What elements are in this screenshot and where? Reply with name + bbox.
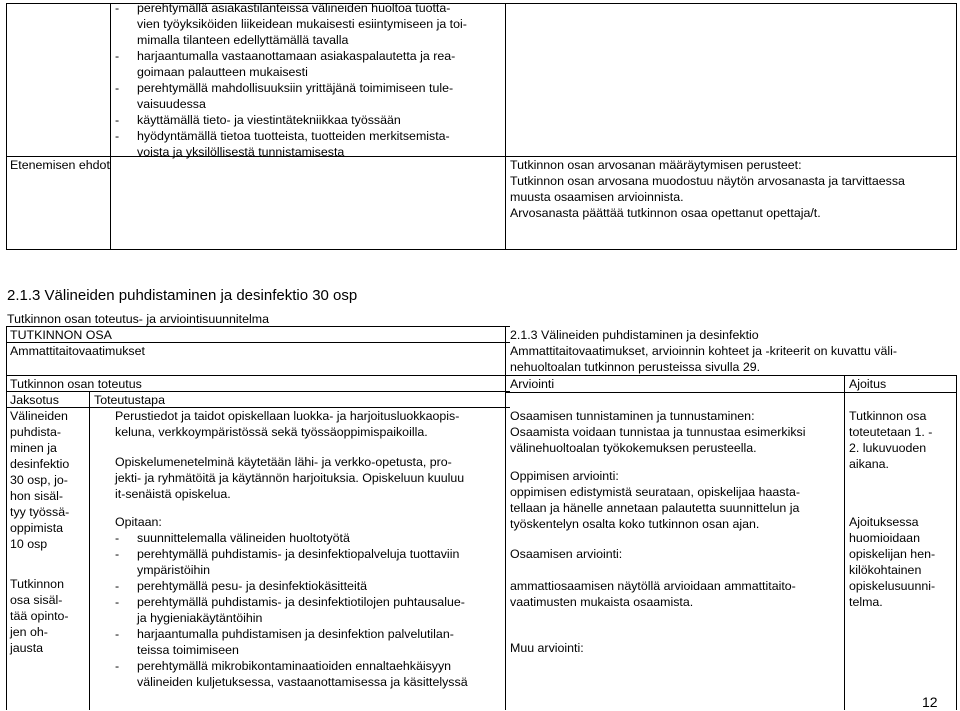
- arviointi-block: Muu arviointi:: [510, 641, 584, 655]
- progress-conditions-label: Etenemisen ehdot: [10, 158, 110, 172]
- list-item: suunnittelemalla välineiden huoltotyötä: [137, 531, 350, 545]
- plan-title: Tutkinnon osan toteutus- ja arviointisuunnitelma: [7, 312, 269, 326]
- rule: [6, 3, 7, 250]
- criteria-line: Arvosanasta päättää tutkinnon osaa opettanut opettaja/t.: [510, 206, 821, 220]
- rule: [89, 391, 90, 710]
- list-dash: -: [115, 579, 120, 593]
- list-item: perehtymällä puhdistamis- ja desinfektiotilojen puhtausalue- ja hygieniakäytäntöihin: [137, 595, 465, 625]
- list-item: harjaantumalla puhdistamisen ja desinfektion palvelutilan- teissa toimimiseen: [137, 627, 454, 657]
- list-item: perehtymällä asiakastilanteissa välineiden huoltoa tuotta- vien työyksiköiden liikeidean mukaisesti esiintymiseen ja toi- mimalla tilanteen edellyttämällä tavalla: [137, 1, 467, 47]
- list-dash: -: [115, 531, 120, 545]
- list-dash: -: [115, 81, 120, 95]
- page-number: 12: [922, 694, 938, 710]
- list-dash: -: [115, 595, 120, 609]
- ajoitus-block: Tutkinnon osa toteutetaan 1. - 2. lukuvuoden aikana.: [849, 409, 933, 471]
- rule: [6, 326, 7, 710]
- criteria-line: Tutkinnon osan arvosana muodostuu näytön arvosanasta ja tarvittaessa: [510, 174, 905, 188]
- criteria-heading: Tutkinnon osan arvosanan määräytymisen perusteet:: [510, 158, 802, 172]
- criteria-line: muusta osaamisen arvioinnista.: [510, 190, 684, 204]
- list-dash: -: [115, 659, 120, 673]
- toteutustapa-para: Perustiedot ja taidot opiskellaan luokka- ja harjoitusluokkaopis- keluna, verkkoympäristössä sekä työssäoppimispaikoilla.: [115, 409, 460, 439]
- list-item: perehtymällä puhdistamis- ja desinfektiopalveluja tuottaviin ympäristöihin: [137, 547, 460, 577]
- list-dash: -: [115, 129, 120, 143]
- section-heading: 2.1.3 Välineiden puhdistaminen ja desinfektio 30 osp: [7, 287, 358, 304]
- opitaan-label: Opitaan:: [115, 515, 162, 529]
- arviointi-header: Arviointi: [510, 377, 555, 391]
- list-item: perehtymällä mikrobikontaminaatioiden ennaltaehkäisyyn välineiden kuljetuksessa, vastaanottamisessa ja käsittelyssä: [137, 659, 468, 689]
- tutkinnon-osa-value: 2.1.3 Välineiden puhdistaminen ja desinfektio: [510, 328, 759, 342]
- list-item: perehtymällä mahdollisuuksiin yrittäjänä toimimiseen tule- vaisuudessa: [137, 81, 454, 111]
- list-item: käyttämällä tieto- ja viestintätekniikkaa työssään: [137, 113, 401, 127]
- list-dash: -: [115, 113, 120, 127]
- toteutustapa-para: Opiskelumenetelminä käytetään lähi- ja verkko-opetusta, pro- jekti- ja ryhmätöitä ja käytännön harjoituksia. Opiskeluun kuuluu it-senäistä opiskelua.: [115, 455, 465, 501]
- rule: [505, 392, 957, 393]
- rule: [505, 326, 506, 710]
- rule: [6, 375, 957, 376]
- list-item: harjaantumalla vastaanottamaan asiakaspalautetta ja rea- goimaan palautteen mukaisesti: [137, 49, 456, 79]
- rule: [6, 249, 957, 250]
- list-item: perehtymällä pesu- ja desinfektiokäsitteitä: [137, 579, 368, 593]
- arviointi-block: Osaamisen arviointi:: [510, 547, 623, 561]
- list-dash: -: [115, 547, 120, 561]
- rule: [956, 375, 957, 710]
- tutkinnon-osa-label: TUTKINNON OSA: [10, 328, 112, 342]
- arviointi-block: Osaamisen tunnistaminen ja tunnustaminen: Osaamista voidaan tunnistaa ja tunnustaa esimerkiksi välinehuoltoalan työkokemuksen perusteella.: [510, 409, 806, 455]
- ajoitus-header: Ajoitus: [849, 377, 887, 391]
- jaksotus-text: Tutkinnon osa sisäl- tää opinto- jen oh- jausta: [10, 577, 69, 655]
- rule: [110, 3, 111, 250]
- arviointi-block: Oppimisen arviointi: oppimisen edistymistä seurataan, opiskelijaa haasta- tellaan ja hänelle annetaan palautetta suunnittelun ja työskentelyn osalta koko tutkinnon osan ajan.: [510, 469, 800, 531]
- rule: [844, 375, 845, 710]
- arviointi-block: ammattiosaamisen näytöllä arvioidaan ammattitaito- vaatimusten mukaista osaamista.: [510, 579, 796, 609]
- toteutus-header: Tutkinnon osan toteutus: [10, 377, 142, 391]
- jaksotus-text: Välineiden puhdista- minen ja desinfektio 30 osp, jo- hon sisäl- tyy työssä- oppimista 10 osp: [10, 409, 70, 551]
- jaksotus-header: Jaksotus: [10, 393, 59, 407]
- ajoitus-block: Ajoituksessa huomioidaan opiskelijan hen- kilökohtainen opiskelusuunni- telma.: [849, 515, 936, 609]
- list-dash: -: [115, 49, 120, 63]
- ammattitaito-label: Ammattitaitovaatimukset: [10, 344, 145, 358]
- list-dash: -: [115, 627, 120, 641]
- toteutustapa-header: Toteutustapa: [94, 393, 165, 407]
- list-dash: -: [115, 1, 120, 15]
- criteria-block: [510, 157, 905, 221]
- ammattitaito-value: Ammattitaitovaatimukset, arvioinnin kohteet ja -kriteerit on kuvattu väli- nehuoltoalan tutkinnon perusteissa sivulla 29.: [510, 344, 898, 374]
- list-item: hyödyntämällä tietoa tuotteista, tuotteiden merkitsemista- voista ja yksilöllisestä tunnistamisesta: [137, 129, 450, 159]
- rule: [956, 3, 957, 250]
- rule: [505, 3, 506, 250]
